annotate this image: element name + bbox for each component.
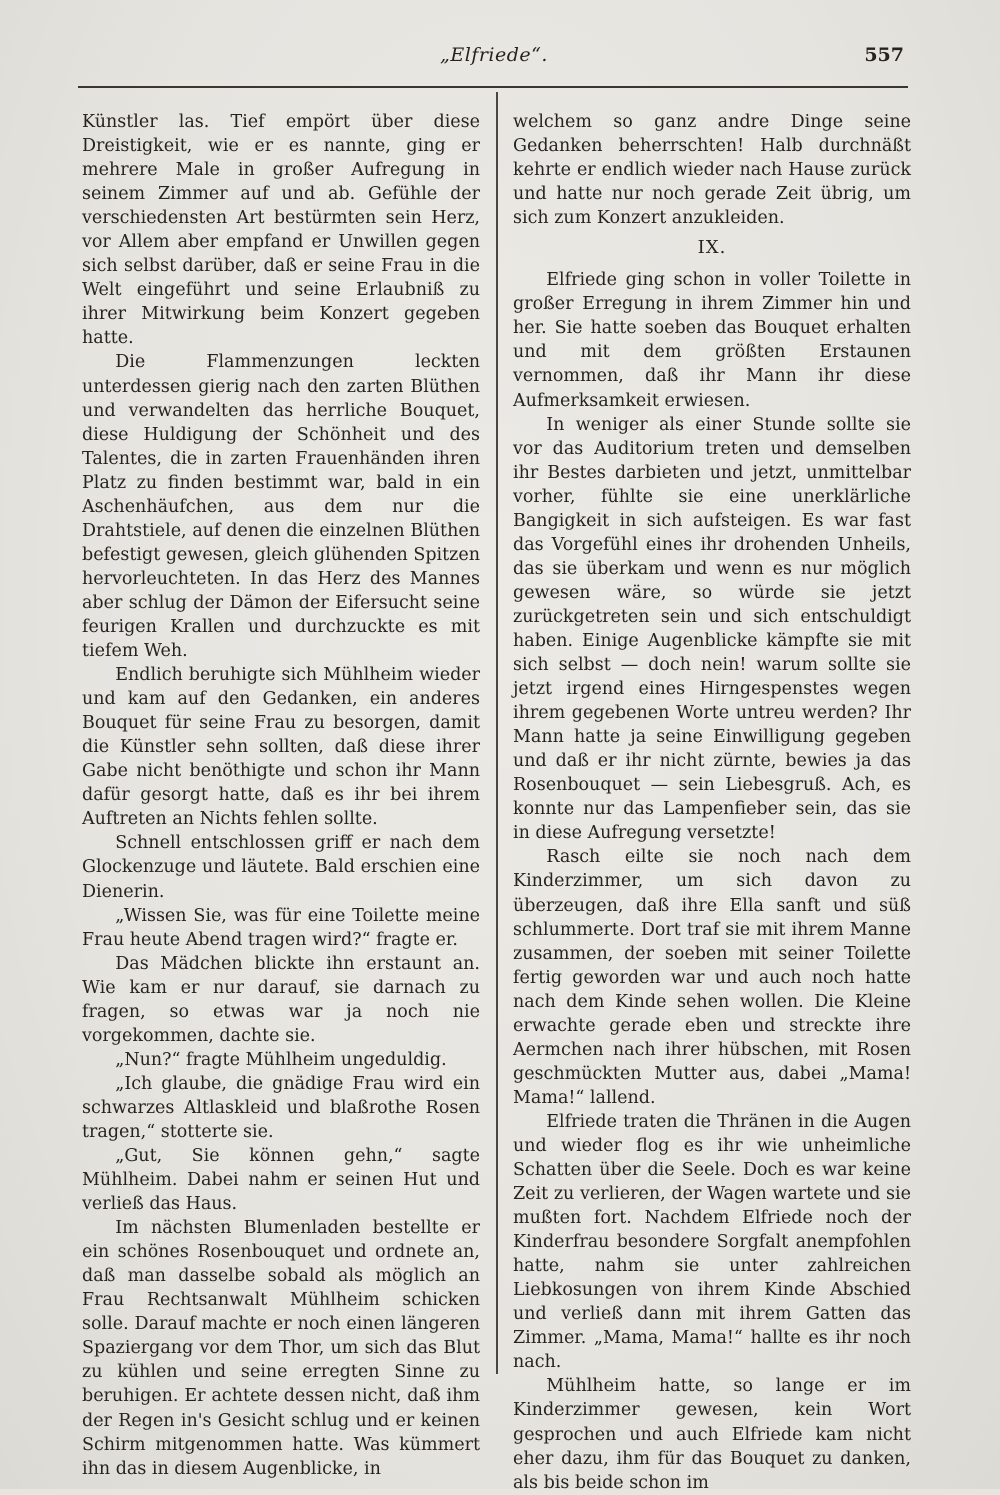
running-title: „Elfriede“.: [440, 44, 548, 66]
paragraph: Mühlheim hatte, so lange er im Kinderzimmer gewesen, kein Wort gesprochen und auch Elfriede kam nicht eher dazu, ihm für das Bouquet zu danken, als bis beide schon im: [513, 1376, 911, 1493]
paragraph: „Ich glaube, die gnädige Frau wird ein schwarzes Altlaskleid und blaßrothe Rosen tragen,“ stotterte sie.: [82, 1073, 480, 1142]
paragraph: Das Mädchen blickte ihn erstaunt an. Wie kam er nur darauf, sie darnach zu fragen, so etwas war ja noch nie vorgekommen, dachte sie.: [82, 953, 480, 1046]
section-heading: IX.: [697, 237, 727, 259]
column-divider: [496, 92, 498, 1374]
left-column: [82, 110, 480, 1481]
paragraph: welchem so ganz andre Dinge seine Gedanken beherrschten! Halb durchnäßt kehrte er endlich wieder nach Hause zurück und hatte nur noch gerade Zeit übrig, um sich zum Konzert anzukleiden.: [513, 112, 911, 229]
paragraph: Rasch eilte sie noch nach dem Kinderzimmer, um sich davon zu überzeugen, daß ihre Ella sanft und süß schlummerte. Dort traf sie mit ihrem Manne zusammen, der soeben mit seiner Toilette fertig geworden war und auch noch hatte nach dem Kinde sehen wollen. Die Kleine erwachte gerade eben und streckte ihre Aermchen nach ihrer hübschen, mit Rosen geschmückten Mutter aus, dabei „Mama! Mama!“ lallend.: [513, 847, 911, 1108]
header-rule: [78, 86, 908, 88]
right-column: [513, 110, 911, 1495]
paragraph: Elfriede traten die Thränen in die Augen und wieder flog es ihr wie unheimliche Schatten über die Seele. Doch es war keine Zeit zu verlieren, der Wagen wartete und sie mußten fort. Nachdem Elfriede noch der Kinderfrau besondere Sorgfalt anempfohlen hatte, nahm sie unter zahlreichen Liebkosungen von ihrem Kinde Abschied und verließ dann mit ihrem Gatten das Zimmer. „Mama, Mama!“ hallte es ihr noch nach.: [513, 1111, 911, 1373]
paragraph: Künstler las. Tief empört über diese Dreistigkeit, wie er es nannte, ging er mehrere Male in großer Aufregung in seinem Zimmer auf und ab. Gefühle der verschiedensten Art bestürmten sein Herz, vor Allem aber empfand er Unwillen gegen sich selbst darüber, daß er seine Frau in die Welt eingeführt und seine Erlaubniß zu ihrer Mitwirkung beim Konzert gegeben hatte.: [82, 112, 480, 349]
page-header: [0, 44, 1000, 74]
right-column-opening-text: [513, 110, 911, 230]
right-column-section-text: [513, 268, 911, 1494]
paragraph: „Wissen Sie, was für eine Toilette meine Frau heute Abend tragen wird?“ fragte er.: [82, 905, 480, 950]
paragraph: Die Flammenzungen leckten unterdessen gierig nach den zarten Blüthen und verwandelten das herrliche Bouquet, diese Huldigung der Schönheit und des Talentes, die in zarten Frauenhänden ihren Platz zu finden bestimmt war, bald in ein Aschenhäufchen, aus dem nur die Drahtstiele, auf denen die einzelnen Blüthen befestigt gewesen, gleich glühenden Spitzen hervorleuchteten. In das Herz des Mannes aber schlug der Dämon der Eifersucht seine feurigen Krallen und durchzuckte es mit tiefem Weh.: [82, 352, 480, 662]
paragraph: „Gut, Sie können gehn,“ sagte Mühlheim. Dabei nahm er seinen Hut und verließ das Haus.: [82, 1146, 480, 1215]
paragraph: Endlich beruhigte sich Mühlheim wieder und kam auf den Gedanken, ein anderes Bouquet für seine Frau zu besorgen, damit die Künstler sehn sollten, daß diese ihrer Gabe nicht benöthigte und schon ihr Mann dafür gesorgt hatte, daß es ihr bei ihrem Auftreten an Nichts fehlen sollte.: [82, 665, 480, 830]
paragraph: Im nächsten Blumenladen bestellte er ein schönes Rosenbouquet und ordnete an, daß man dasselbe sobald als möglich an Frau Rechtsanwalt Mühlheim schicken solle. Darauf machte er noch einen längeren Spaziergang vor dem Thor, um sich das Blut zu kühlen und seine erregten Sinne zu beruhigen. Er achtete dessen nicht, daß ihm der Regen in's Gesicht schlug und er keinen Schirm mitgenommen hatte. Was kümmert ihn das in diesem Augenblicke, in: [82, 1218, 480, 1479]
paragraph: Schnell entschlossen griff er nach dem Glockenzuge und läutete. Bald erschien eine Dienerin.: [82, 833, 480, 902]
page-number: 557: [864, 44, 904, 66]
paragraph: In weniger als einer Stunde sollte sie vor das Auditorium treten und demselben ihr Bestes darbieten und jetzt, unmittelbar vorher, fühlte sie eine unerklärliche Bangigkeit in sich aufsteigen. Es war fast das Vorgefühl eines ihr drohenden Unheils, das sie überkam und wenn es nur möglich gewesen wäre, so würde sie jetzt zurückgetreten sein und sich entschuldigt haben. Einige Augenblicke kämpfte sie mit sich selbst — doch nein! warum sollte sie jetzt irgend eines Hirngespenstes wegen ihrem gegebenen Worte untreu werden? Ihr Mann hatte ja seine Einwilligung gegeben und daß er ihr nicht zürnte, bewies ja das Rosenbouquet — sein Liebesgruß. Ach, es konnte nur das Lampenfieber sein, das sie in diese Aufregung versetzte!: [513, 414, 911, 844]
paragraph: Elfriede ging schon in voller Toilette in großer Erregung in ihrem Zimmer hin und her. Sie hatte soeben das Bouquet erhalten und mit dem größten Erstaunen vernommen, daß ihr Mann ihr diese Aufmerksamkeit erwiesen.: [513, 270, 911, 411]
paragraph: „Nun?“ fragte Mühlheim ungeduldig.: [115, 1049, 447, 1070]
